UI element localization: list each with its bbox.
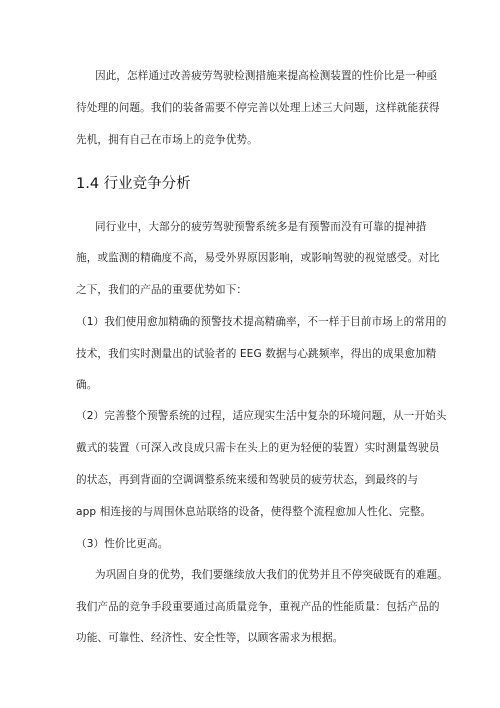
item-2-line-4: app 相连接的与周围休息站联络的设备，使得整个流程愈加人性化、完整。 (76, 506, 432, 518)
paragraph-2-line-2: 施，或监测的精确度不高，易受外界原因影响，或影响驾驶的视觉感受。对比 (76, 252, 440, 264)
paragraph-3-line-3: 功能、可靠性、经济性、安全性等，以顾客需求为根据。 (76, 632, 344, 644)
section-heading: 1.4 行业竞争分析 (76, 176, 191, 192)
paragraph-2-line-1: 同行业中，大部分的疲劳驾驶预警系统多是有预警而没有可靠的提神措 (95, 221, 427, 233)
item-1-line-2: 技术，我们实时测量出的试验者的 EEG 数据与心跳频率，得出的成果愈加精 (76, 348, 437, 360)
item-2-line-3: 的状态，再到背面的空调调整系统来缓和驾驶员的疲劳状态，到最终的与 (76, 474, 419, 486)
item-1-line-1: （1）我们使用愈加精确的预警技术提高精确率，不一样于目前市场上的常用的 (76, 316, 447, 328)
paragraph-3-line-2: 我们产品的竞争手段重要通过高质量竞争，重视产品的性能质量：包括产品的 (76, 601, 440, 613)
paragraph-1-line-1: 因此，怎样通过改善疲劳驾驶检测措施来提高检测装置的性价比是一种亟 (95, 70, 438, 82)
item-3-line-1: （3）性价比更高。 (76, 538, 169, 550)
item-1-line-3: 确。 (76, 379, 98, 391)
item-2-line-1: （2）完善整个预警系统的过程，适应现实生活中复杂的环境问题，从一开始头 (76, 410, 447, 422)
paragraph-3-line-1: 为巩固自身的优势，我们要继续放大我们的优势并且不停突破既有的难题。 (95, 569, 448, 581)
paragraph-2-line-3: 之下，我们的产品的重要优势如下： (76, 284, 248, 296)
item-2-line-2: 戴式的装置（可深入改良成只需卡在头上的更为轻便的装置）实时测量驾驶员 (76, 442, 440, 454)
paragraph-1-line-2: 待处理的问题。我们的装备需要不停完善以处理上述三大问题，这样就能获得 (76, 102, 440, 114)
paragraph-1-line-3: 先机，拥有自己在市场上的竞争优势。 (76, 134, 258, 146)
